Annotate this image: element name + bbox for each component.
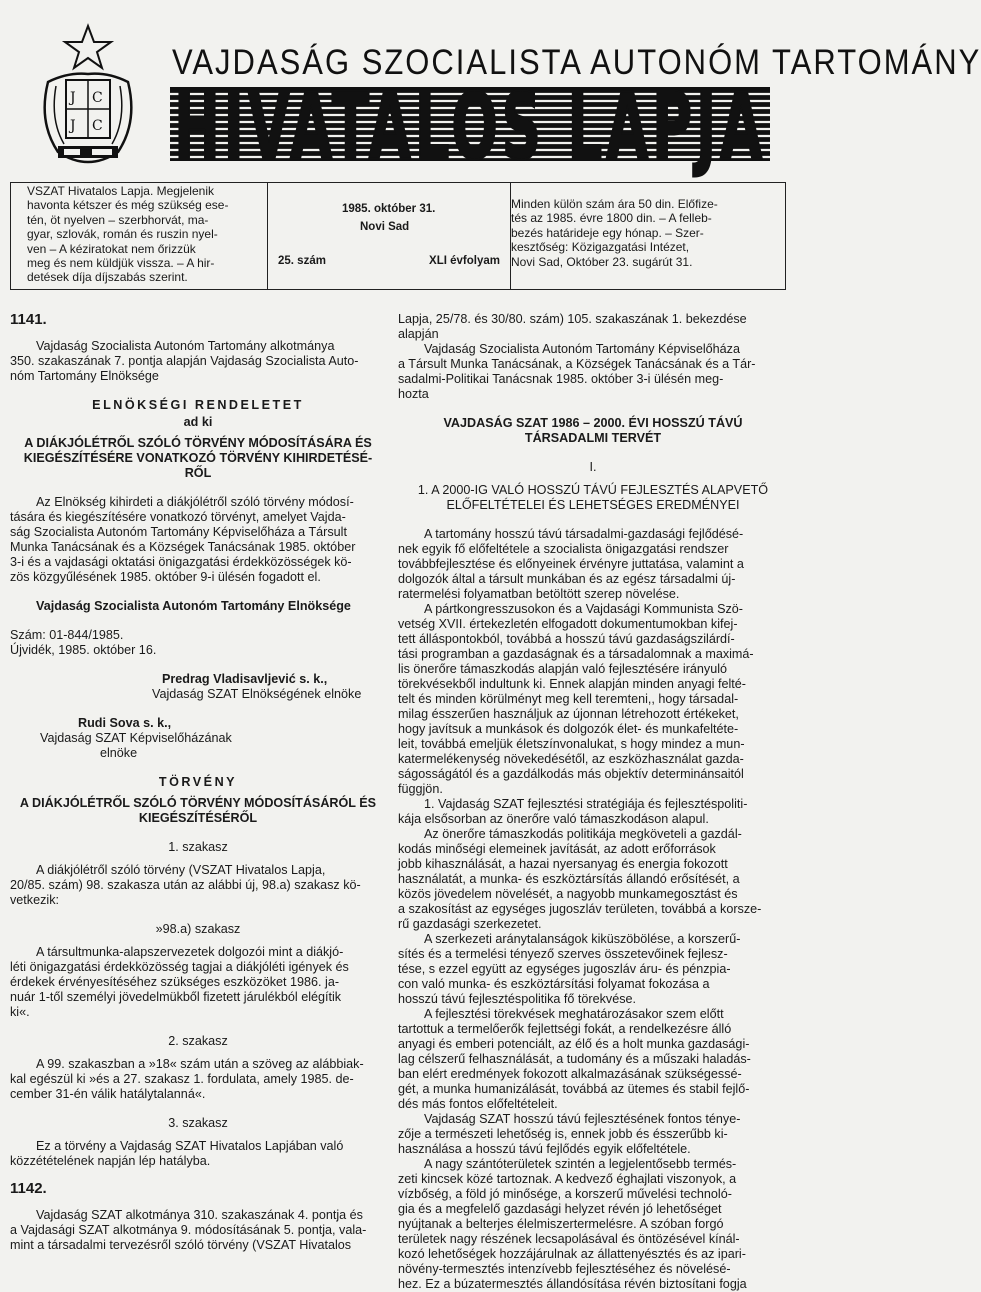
left-column-line: A társultmunka-alapszervezetek dolgozói mint a diákjó- [36, 945, 344, 959]
left-column [10, 312, 386, 1253]
right-column-line: A fejlesztési törekvések meghatározásakor szem előtt [424, 1007, 724, 1021]
right-column-line: A tartomány hosszú távú társadalmi-gazdasági fejlődésé- [424, 527, 744, 541]
left-column-line: Rudi Sova s. k., [78, 716, 172, 730]
pricing-line: Minden külön szám ára 50 din. Előfize- [511, 197, 718, 211]
right-column-line: con való munka- és eszköztársítási folyamat fokozása a [398, 977, 710, 991]
right-column-line: jobb kihasználását, a hazai nyersanyag és energia fokozott [398, 857, 728, 871]
right-column-line: A szerkezeti aránytalanságok kiküszöbölése, a korszerű- [424, 932, 741, 946]
left-column-line: 3-i és a vajdasági oktatási önigazgatási érdekközösségek kö- [10, 555, 352, 569]
right-column-line: ELŐFELTÉTELEI ÉS LEHETSÉGES EREDMÉNYEI [446, 498, 740, 512]
left-column-line: Szám: 01-844/1985. [10, 628, 124, 642]
left-column-line: Predrag Vladisavljević s. k., [162, 672, 328, 686]
left-column-line: A diákjólétről szóló törvény (VSZAT Hivatalos Lapja, [36, 863, 326, 877]
issue-date: 1985. október 31. [342, 203, 436, 215]
left-column-line: Vajdaság Szocialista Autonóm Tartomány Elnöksége [36, 599, 351, 613]
left-column-line: vetkezik: [10, 893, 59, 907]
left-column-line: nóm Tartomány Elnöksége [10, 369, 159, 383]
left-column-line: A DIÁKJÓLÉTRŐL SZÓLÓ TÖRVÉNY MÓDOSÍTÁSÁRA ÉS [24, 436, 372, 450]
right-column-line: továbbfejlesztése és előnyeinek érvényre juttatása, valamint a [398, 557, 744, 571]
publication-info-box [10, 182, 786, 290]
masthead-title-text: HIVATALOS LAPJA [174, 73, 766, 180]
right-column-line: rű gazdasági szerkezetet. [398, 917, 542, 931]
pricing-line: bezés határideje egy hónap. – Szer- [511, 225, 704, 240]
right-column-line: gét, a munka humanizálását, továbbá az ütemes és stabil fejlő- [398, 1082, 750, 1096]
right-column-line: ban elért eredmények fokozott alkalmazásának szükségessé- [398, 1067, 742, 1081]
right-column-line: hosszú távú fejlesztéspolitika fő törekvése. [398, 992, 637, 1006]
left-column-line: KIEGÉSZÍTÉSÉRE VONATKOZÓ TÖRVÉNY KIHIRDETÉSÉ- [23, 451, 373, 465]
right-column-line: TÁRSADALMI TERVÉT [524, 431, 662, 445]
right-column-line: sadalmi-Politikai Tanácsnak 1985. október 3-i ülésén meg- [398, 372, 724, 386]
right-column-line: nek egyik fő előfeltétele a szocialista önigazgatási rendszer [398, 542, 729, 556]
left-column-line: ki«. [10, 1005, 30, 1019]
coat-of-arms-emblem [28, 22, 148, 172]
right-column-line: hez. Ez a búzatermesztés állandósítása révén biztosítani fogja [398, 1277, 747, 1291]
left-column-line: Vajdaság Szocialista Autonóm Tartomány alkotmánya [36, 339, 335, 353]
left-column-line: mint a társadalmi tervezésről szóló törvény (VSZAT Hivatalos [10, 1238, 352, 1252]
issue-info [267, 183, 511, 289]
terms-line: ven – A kéziratokat nem őrizzük [27, 241, 196, 256]
right-column-line: I. [589, 460, 597, 474]
right-column-line: növény-termesztés intenzívebb fejlesztéséhez és növelésé- [398, 1262, 731, 1276]
right-column-line: kája elsősorban az önerőre való támaszkodáson alapul. [398, 812, 709, 826]
svg-text:J: J [70, 90, 76, 106]
right-column-line: tése, s ezzel együtt az egységes jugoszláv áru- és pénzpia- [398, 962, 731, 976]
masthead [0, 0, 981, 180]
left-column-line: 1142. [10, 1180, 47, 1197]
right-column-line: vetség XVII. értekezletén elfogadott dokumentumokban kifej- [398, 617, 738, 631]
right-column-line: területek nagy részének lecsapolásával és öntözésével kínál- [398, 1232, 740, 1246]
left-column-line: 1141. [10, 311, 47, 328]
right-column-line: használása a hosszú távú fejlődés egyik előfeltétele. [398, 1142, 691, 1156]
right-column-line: Az önerőre támaszkodás politikája megköveteli a gazdál- [424, 827, 742, 841]
issue-number: 25. szám [278, 255, 326, 267]
terms-line: tén, öt nyelven – szerbhorvát, ma- [27, 212, 209, 227]
right-column-line: ságosságától és a gazdálkodás más objektív determinánsaitól [398, 767, 744, 781]
right-column-line: kozó lehetőségek hozzájárulnak az állattenyésztés és az ipari- [398, 1247, 746, 1261]
left-column-line: TÖRVÉNY [158, 775, 238, 789]
left-column-line: Vajdaság SZAT Elnökségének elnöke [152, 687, 362, 701]
terms-line: gyar, szlovák, román és ruszin nyel- [27, 227, 218, 242]
svg-text:C: C [92, 90, 103, 106]
left-column-line: Ez a törvény a Vajdaság SZAT Hivatalos Lapjában való [36, 1139, 344, 1153]
right-column-line: gia és a megfelelő gazdasági helyzet révén jó lehetőséget [398, 1202, 722, 1216]
right-column-line: tási programban a gazdaságnak és a társadalomnak a maximá- [398, 647, 754, 661]
right-column-line: dolgozók által a társult munkában és az egész társadalmi új- [398, 572, 736, 586]
terms-line: VSZAT Hivatalos Lapja. Megjelenik [27, 184, 214, 198]
terms-line: havonta kétszer és még szükség ese- [27, 198, 229, 213]
masthead-region-title: VAJDASÁG SZOCIALISTA AUTONÓM TARTOMÁNY [172, 42, 981, 83]
pricing-line: tés az 1985. évre 1800 din. – A felleb- [511, 211, 712, 226]
right-column-line: törekvésekből indultunk ki. Ennek alapján minden anyagi felté- [398, 677, 746, 691]
left-column-line: Munka Tanácsának és a Községek Tanácsának 1985. október [10, 540, 356, 554]
left-column-line: KIEGÉSZÍTÉSÉRŐL [138, 811, 258, 825]
right-column-line: alapján [398, 327, 439, 341]
left-column-line: RŐL [184, 466, 212, 480]
left-column-line: léti önigazgatási érdekközösség tagjai a diákjóléti igények és [10, 960, 349, 974]
right-column-line: tartottuk a termelőerők fejlettségi fokát, a rendelkezésre álló [398, 1022, 732, 1036]
right-column-line: vízbőség, a föld jó minősége, a korszerű művelési technoló- [398, 1187, 732, 1201]
pricing-info [511, 183, 781, 269]
left-column-line: 350. szakaszának 7. pontja alapján Vajdaság Szocialista Auto- [10, 354, 359, 368]
right-column-line: katermelékenység növekedésétől, az eszközhasználat gazda- [398, 752, 744, 766]
left-column-line: kal egészül ki »és a 27. szakasz 1. fordulata, amely 1985. de- [10, 1072, 354, 1086]
left-column-line: cember 31-én válik hatálytalanná«. [10, 1087, 206, 1101]
left-column-line: közzétételének napján lép hatályba. [10, 1154, 211, 1168]
right-column-line: ratermelési folyamatban betöltött szerep növelése. [398, 587, 680, 601]
right-column-line: dés más fontos előfeltételeit. [398, 1097, 558, 1111]
right-column-line: hozta [398, 387, 429, 401]
left-column-line: 1. szakasz [168, 840, 228, 854]
right-column-line: A nagy szántóterületek szintén a legjelentősebb termés- [424, 1157, 737, 1171]
right-column-line: 1. Vajdaság SZAT fejlesztési stratégiája és fejlesztéspoliti- [424, 797, 748, 811]
right-column-line: tett álláspontokból, továbbá a hosszú távú gazdaságszilárdí- [398, 632, 735, 646]
left-column-line: 3. szakasz [168, 1116, 228, 1130]
right-column-line: telt és minden körülményt meg kell teremteni,, hogy társadal- [398, 692, 739, 706]
right-column-line: hogy javítsuk a munkások és dolgozók élet- és munkafeltéte- [398, 722, 739, 736]
right-column [398, 312, 788, 1292]
pricing-line: kesztőség: Közigazgatási Intézet, [511, 240, 690, 255]
right-column-line: a Társult Munka Tanácsának, a Községek Tanácsának és a Tár- [398, 357, 756, 371]
left-column-line: A 99. szakaszban a »18« szám után a szöveg az alábbiak- [36, 1057, 364, 1071]
left-column-line: zös közgyűlésének 1985. október 9-i ülésén fogadott el. [10, 570, 321, 584]
svg-text:C: C [92, 118, 103, 134]
left-column-line: elnöke [100, 746, 138, 760]
publication-terms [27, 183, 265, 285]
left-column-line: »98.a) szakasz [155, 922, 241, 936]
pricing-line: Novi Sad, Október 23. sugárút 31. [511, 254, 693, 269]
right-column-line: Vajdaság SZAT hosszú távú fejlesztésének fontos ténye- [424, 1112, 741, 1126]
right-column-line: közös jövedelem növelését, a nagyobb munkamegosztást és [398, 887, 738, 901]
left-column-line: tására és kiegészítésére vonatkozó törvényt, amelyet Vajda- [10, 510, 346, 524]
left-column-line: Az Elnökség kihirdeti a diákjólétről szóló törvény módosí- [36, 495, 354, 509]
right-column-line: Lapja, 25/78. és 30/80. szám) 105. szakaszának 1. bekezdése [398, 312, 747, 326]
right-column-line: lis önerőre támaszkodás alapján való fejlesztésére irányuló [398, 662, 728, 676]
right-column-line: Vajdaság Szocialista Autonóm Tartomány Képviselőháza [424, 342, 740, 356]
issue-volume: XLI évfolyam [429, 255, 500, 267]
right-column-line: lag célszerű felhasználását, a tudomány és a műszaki haladás- [398, 1052, 751, 1066]
right-column-line: A pártkongresszusokon és a Vajdasági Kommunista Szö- [424, 602, 743, 616]
issue-place: Novi Sad [360, 221, 410, 233]
right-column-line: VAJDASÁG SZAT 1986 – 2000. ÉVI HOSSZÚ TÁVÚ [443, 416, 743, 430]
right-column-line: a szakosítást az egységes jugoszláv területen, továbbá a korsze- [398, 902, 762, 916]
left-column-line: ad ki [183, 415, 213, 429]
left-column-line: 2. szakasz [168, 1034, 228, 1048]
right-column-line: sítés és a termelési tényező szerves összetevőinek fejlesz- [398, 947, 728, 961]
left-column-line: ság Szocialista Autonóm Tartomány Képviselőháza a Társult [10, 525, 347, 539]
left-column-line: Újvidék, 1985. október 16. [10, 643, 157, 657]
right-column-line: használatát, a munka- és eszköztársítás állandó erősítését, a [398, 872, 740, 886]
right-column-line: nyújtanak a belterjes élelmiszertermelésre. A szóban forgó [398, 1217, 724, 1231]
right-column-line: kodás minőségi elemeinek javítását, az adott erőforrások [398, 842, 716, 856]
left-column-line: ELNÖKSÉGI RENDELETET [92, 398, 304, 412]
masthead-publication-title [170, 73, 770, 180]
svg-text:J: J [70, 118, 76, 134]
left-column-line: Vajdaság SZAT alkotmánya 310. szakaszának 4. pontja és [36, 1208, 363, 1222]
left-column-line: 20/85. szám) 98. szakasza után az alábbi új, 98.a) szakasz kö- [10, 878, 361, 892]
right-column-line: leit, továbbá emeljük életszínvonalukat, s hogy mindez a mun- [398, 737, 745, 751]
left-column-line: Vajdaság SZAT Képviselőházának [40, 731, 232, 745]
right-column-line: 1. A 2000-IG VALÓ HOSSZÚ TÁVÚ FEJLESZTÉS ALAPVETŐ [417, 483, 769, 497]
right-column-line: zője a természeti lehetőség is, ennek jobb és ésszerűbb ki- [398, 1127, 728, 1141]
left-column-line: a Vajdasági SZAT alkotmánya 9. módosításának 5. pontja, vala- [10, 1223, 367, 1237]
terms-line: detések díja díjszabás szerint. [27, 270, 188, 285]
right-column-line: függjön. [398, 782, 443, 796]
right-column-line: zeti kincsek közé tartoznak. A kedvező éghajlati viszonyok, a [398, 1172, 737, 1186]
right-column-line: anyagi és emberi potenciált, az élő és a holt munka gazdasági- [398, 1037, 750, 1051]
left-column-line: nuár 1-től személyi jövedelmükből fizetett járulékból elégítik [10, 990, 342, 1004]
left-column-line: érdekek érvényesítéséhez szükséges eszközöket 1986. ja- [10, 975, 340, 989]
right-column-line: milag ésszerűen használjuk az újonnan létrehozott értékeket, [398, 707, 739, 721]
left-column-line: A DIÁKJÓLÉTRŐL SZÓLÓ TÖRVÉNY MÓDOSÍTÁSÁRÓL ÉS [19, 796, 377, 810]
terms-line: meg és nem küldjük vissza. – A hir- [27, 256, 215, 271]
